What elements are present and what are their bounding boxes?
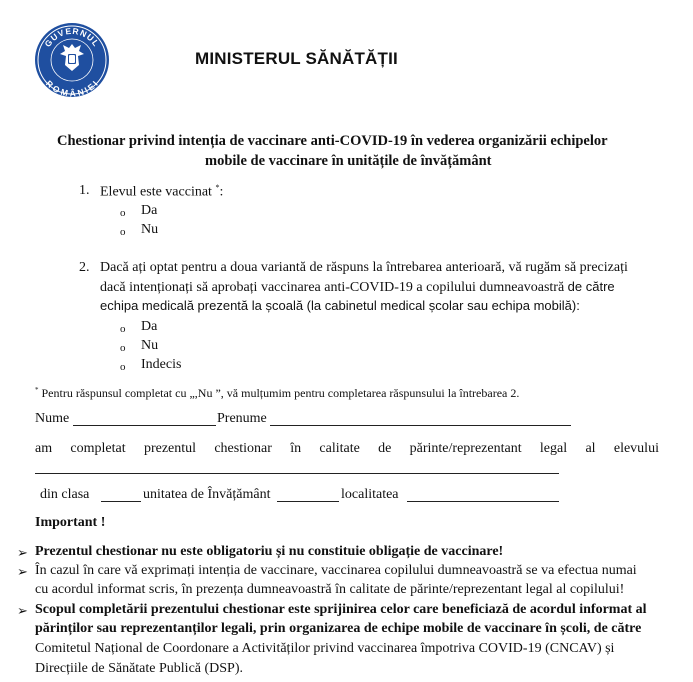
footnote bbox=[35, 386, 519, 401]
option-bullet: o bbox=[120, 226, 126, 238]
question-2-line-2 bbox=[100, 279, 615, 296]
question-1-mark: * bbox=[215, 183, 220, 192]
title-line-1: Chestionar privind intenția de vaccinare anti-COVID-19 în vederea organizării echipelor bbox=[57, 133, 608, 149]
statement-word: completat bbox=[70, 441, 126, 456]
option-bullet: o bbox=[120, 361, 126, 373]
prenume-label: Prenume bbox=[217, 411, 267, 426]
statement-line bbox=[35, 441, 659, 457]
q2-option-da[interactable]: Da bbox=[141, 319, 158, 334]
clasa-label: din clasa bbox=[40, 487, 90, 502]
arrow-icon: ➢ bbox=[17, 545, 28, 560]
question-2-line-2b: de către bbox=[567, 279, 615, 294]
important-item-3-line-4: Direcțiile de Sănătate Publică (DSP). bbox=[35, 661, 243, 676]
ministry-name: MINISTERUL SĂNĂTĂȚII bbox=[195, 49, 398, 68]
q2-option-nu[interactable]: Nu bbox=[141, 338, 159, 353]
arrow-icon: ➢ bbox=[17, 603, 28, 618]
question-2-line-3: echipa medicală prezentă la școală (la cabinetul medical școlar sau echipa mobilă): bbox=[100, 298, 580, 313]
option-bullet: o bbox=[120, 207, 126, 219]
government-seal bbox=[34, 22, 110, 98]
option-bullet: o bbox=[120, 323, 126, 335]
q1-option-nu[interactable]: Nu bbox=[141, 222, 159, 237]
statement-word: legal bbox=[539, 441, 568, 456]
statement-word: de bbox=[378, 441, 392, 456]
important-item-1: Prezentul chestionar nu este obligatoriu și nu constituie obligație de vaccinare! bbox=[35, 544, 504, 559]
localitatea-field[interactable] bbox=[407, 489, 559, 502]
question-1-colon: : bbox=[219, 184, 224, 200]
option-bullet: o bbox=[120, 342, 126, 354]
nume-field[interactable] bbox=[73, 413, 216, 426]
important-item-3-line-1: Scopul completării prezentului chestionar este sprijinirea celor care beneficiază de acordul informat al bbox=[35, 602, 647, 617]
statement-word: părinte/reprezentant bbox=[409, 441, 522, 456]
important-heading: Important ! bbox=[35, 515, 106, 530]
statement-word: am bbox=[35, 441, 53, 456]
clasa-field[interactable] bbox=[101, 489, 141, 502]
question-2-number: 2. bbox=[79, 260, 90, 275]
statement-word: în bbox=[290, 441, 302, 456]
seal-text-bottom: ROMÂNIEI bbox=[43, 78, 101, 98]
seal-icon bbox=[34, 22, 110, 98]
arrow-icon: ➢ bbox=[17, 564, 28, 579]
seal-text-top: GUVERNUL bbox=[42, 25, 102, 49]
localitatea-label: localitatea bbox=[341, 487, 399, 502]
prenume-field[interactable] bbox=[270, 413, 571, 426]
important-item-2-line-1: În cazul în care vă exprimați intenția de vaccinare, vaccinarea copilului dumneavoastră se va efectua numai bbox=[35, 563, 637, 578]
question-2-line-2a: dacă intenționați să aprobați vaccinarea anti-COVID-19 a copilului dumneavoastră bbox=[100, 280, 568, 295]
question-1-number: 1. bbox=[79, 183, 90, 198]
elev-name-field[interactable] bbox=[35, 461, 559, 474]
question-2-line-1: Dacă ați optat pentru a doua variantă de răspuns la întrebarea anterioară, vă rugăm să precizați bbox=[100, 260, 628, 275]
q2-option-indecis[interactable]: Indecis bbox=[141, 357, 182, 372]
statement-word: al bbox=[585, 441, 596, 456]
important-item-2-line-2: cu acordul informat scris, în prezența dumneavoastră în calitate de părinte/reprezentant legal al copilului! bbox=[35, 582, 625, 597]
important-item-3-line-3: Comitetul Național de Coordonare a Activităților privind vaccinarea împotriva COVID-19 (CNCAV) și bbox=[35, 641, 615, 656]
q1-option-da[interactable]: Da bbox=[141, 203, 158, 218]
footnote-text: Pentru răspunsul completat cu „,Nu ”, vă mulțumim pentru completarea răspunsului la întrebarea 2. bbox=[38, 386, 520, 400]
question-1-label: Elevul este vaccinat bbox=[100, 184, 212, 200]
unitatea-label: unitatea de Învățământ bbox=[143, 487, 271, 502]
important-item-3-line-2: părinților sau reprezentanților legali, prin organizarea de echipe mobile de vaccinare în școli, de către bbox=[35, 621, 642, 636]
statement-word: prezentul bbox=[143, 441, 197, 456]
question-1-text bbox=[100, 183, 223, 201]
statement-word: calitate bbox=[319, 441, 360, 456]
footnote-mark: * bbox=[35, 386, 39, 394]
unitatea-field[interactable] bbox=[277, 489, 339, 502]
title-line-2: mobile de vaccinare în unitățile de învățământ bbox=[205, 153, 492, 169]
statement-word: elevului bbox=[613, 441, 659, 456]
nume-label: Nume bbox=[35, 411, 70, 426]
statement-word: chestionar bbox=[214, 441, 272, 456]
